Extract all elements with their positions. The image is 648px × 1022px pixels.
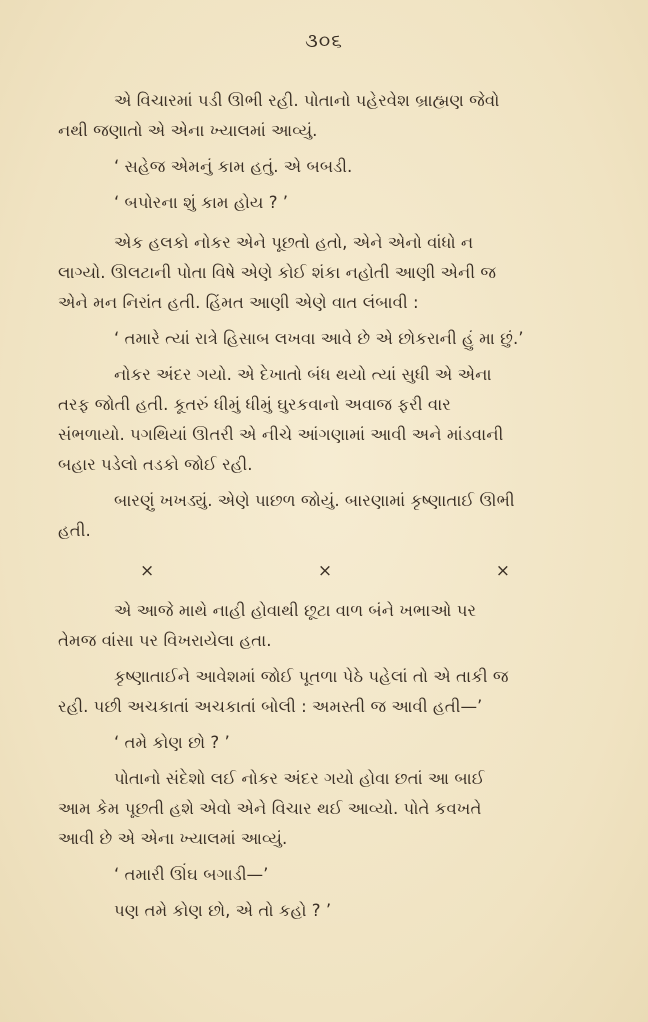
- text-line: નથી જણાતો એ એના ખ્યાલમાં આવ્યું.: [58, 121, 318, 140]
- text-line: આમ કેમ પૂછતી હશે એવો એને વિચાર થઈ આવ્યો. પોતે કવખતે: [58, 799, 482, 818]
- text-line: એને મન નિરાંત હતી. હિંમત આણી એણે વાત લંબાવી :: [58, 293, 419, 312]
- text-line: કૃષ્ણાતાઈને આવેશમાં જોઈ પૂતળા પેઠે પહેલાં તો એ તાકી જ: [114, 667, 509, 686]
- dialogue-line: ‘ તમારી ઊંઘ બગાડી—’: [114, 865, 269, 884]
- text-line: લાગ્યો. ઊલટાની પોતા વિષે એણે કોઈ શંકા નહોતી આણી એની જ: [58, 263, 497, 282]
- dialogue-line: ‘ તમારે ત્યાં રાત્રે હિસાબ લખવા આવે છે એ છોકરાની હું મા છું.’: [114, 329, 524, 348]
- dialogue-line: પણ તમે કોણ છો, એ તો કહો ? ’: [114, 901, 332, 920]
- text-line: આવી છે એ એના ખ્યાલમાં આવ્યું.: [58, 829, 288, 848]
- text-line: તેમજ વાંસા પર વિખરાયેલા હતા.: [58, 631, 272, 650]
- page-body: [58, 86, 606, 926]
- text-line: એક હલકો નોકર એને પૂછતો હતો, એને એનો વાંધો ન: [114, 233, 474, 252]
- text-line: બારણું ખખડ્યું. એણે પાછળ જોયું. બારણામાં કૃષ્ણાતાઈ ઊભી: [114, 491, 515, 510]
- dialogue-line: ‘ બપોરના શું કામ હોય ? ’: [114, 193, 289, 212]
- text-line: સંભળાયો. પગથિયાં ઊતરી એ નીચે આંગણામાં આવી અને માંડવાની: [58, 425, 504, 444]
- text-line: નોકર અંદર ગયો. એ દેખાતો બંધ થયો ત્યાં સુધી એ એના: [114, 365, 492, 384]
- separator-mark: ×: [495, 561, 510, 581]
- text-line: હતી.: [58, 521, 91, 540]
- text-line: તરફ જોતી હતી. કૂતરું ધીમું ધીમું ઘુરકવાનો અવાજ ફરી વાર: [58, 395, 451, 414]
- text-line: બહાર પડેલો તડકો જોઈ રહી.: [58, 455, 253, 474]
- text-line: રહી. પછી અચકાતાં અચકાતાં બોલી : અમસ્તી જ આવી હતી—’: [58, 697, 483, 716]
- dialogue-line: ‘ સહેજ એમનું કામ હતું. એ બબડી.: [114, 157, 353, 176]
- text-line: એ આજે માથે નાહી હોવાથી છૂટા વાળ બંને ખભાઓ પર: [114, 601, 477, 620]
- page-number: ૩૦૬: [305, 30, 343, 52]
- separator-mark: ×: [317, 561, 333, 581]
- text-line: પોતાનો સંદેશો લઈ નોકર અંદર ગયો હોવા છતાં આ બાઈ: [114, 769, 485, 788]
- text-line: એ વિચારમાં પડી ઊભી રહી. પોતાનો પહેરવેશ બ્રાહ્મણ જેવો: [114, 91, 500, 110]
- separator-mark: ×: [140, 561, 155, 581]
- dialogue-line: ‘ તમે કોણ છો ? ’: [114, 733, 230, 752]
- section-separator: [140, 556, 510, 586]
